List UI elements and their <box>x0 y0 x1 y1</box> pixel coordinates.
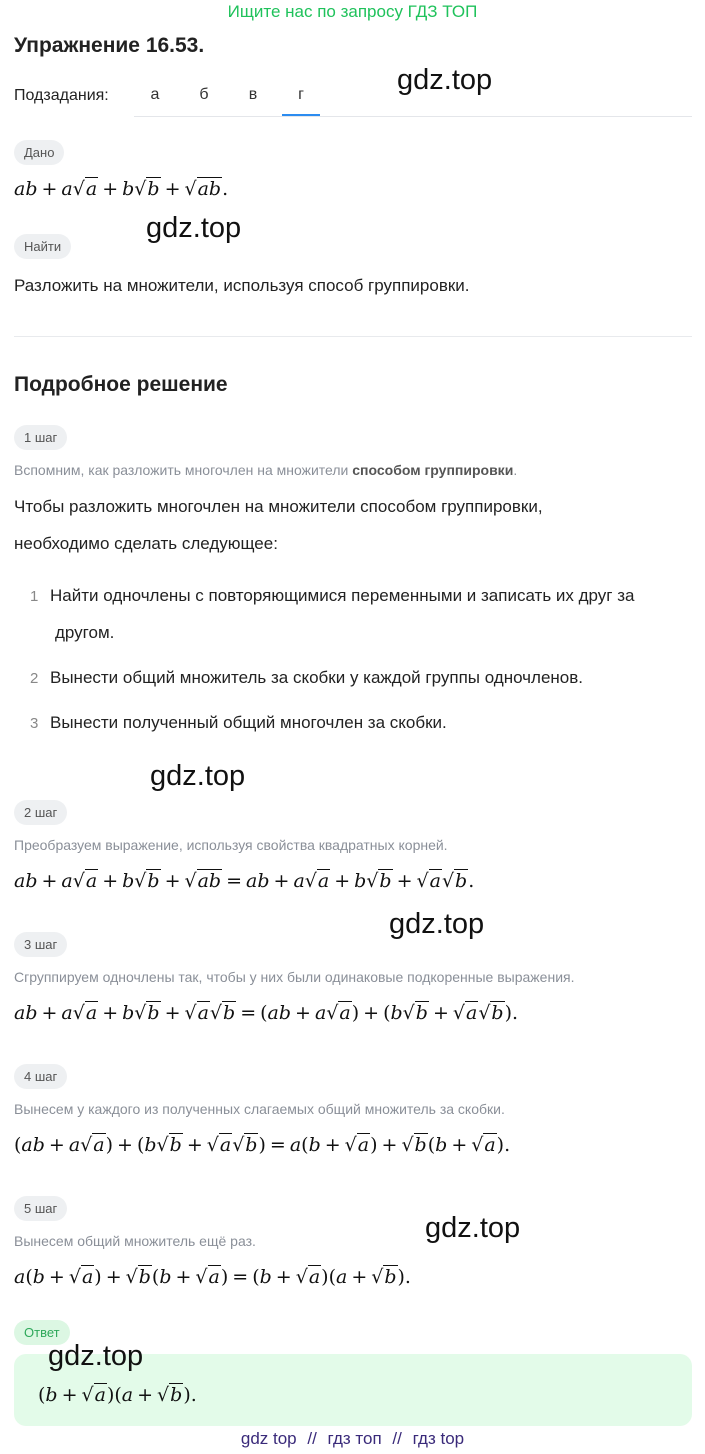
step-2-label: 2 шаг <box>14 800 67 825</box>
footer-separator: // <box>392 1429 402 1448</box>
step-1-text-line1: Чтобы разложить многочлен на множители способом группировки, <box>14 497 543 516</box>
watermark: gdz.top <box>397 64 493 96</box>
answer-formula: (b + √a)(a + √b). <box>38 1384 197 1406</box>
step-1-hint: Вспомним, как разложить многочлен на множители способом группировки. <box>14 462 518 478</box>
step-3-label: 3 шаг <box>14 932 67 957</box>
watermark: gdz.top <box>150 760 246 792</box>
step-1-label: 1 шаг <box>14 425 67 450</box>
list-item-continuation: другом. <box>55 623 115 642</box>
tab-a[interactable]: а <box>150 86 160 103</box>
tab-b[interactable]: б <box>199 86 209 103</box>
step-1-text-line2: необходимо сделать следующее: <box>14 534 278 553</box>
step-3-formula: ab + a√a + b√b + √a√b = (ab + a√a) + (b√b + √a√b). <box>14 1002 519 1024</box>
footer-link[interactable]: gdz top <box>240 1429 297 1448</box>
watermark: gdz.top <box>425 1212 521 1244</box>
footer-links <box>0 1429 705 1449</box>
watermark: gdz.top <box>389 908 485 940</box>
step-4-hint: Вынесем у каждого из полученных слагаемых общий множитель за скобки. <box>14 1101 505 1117</box>
divider <box>14 336 692 337</box>
page-title: Упражнение 16.53. <box>14 34 205 57</box>
list-item-number: 1 <box>30 588 39 605</box>
watermark: gdz.top <box>48 1340 144 1372</box>
step-4-label: 4 шаг <box>14 1064 67 1089</box>
list-item: Найти одночлены с повторяющимися переменными и записать их друг за <box>50 586 635 605</box>
step-4-formula: (ab + a√a) + (b√b + √a√b) = a(b + √a) + √b(b + √a). <box>14 1134 511 1156</box>
top-search-link[interactable]: Ищите нас по запросу ГДЗ ТОП <box>227 2 478 21</box>
tab-v[interactable]: в <box>248 86 258 103</box>
tab-g[interactable]: г <box>282 86 320 116</box>
list-item-number: 3 <box>30 715 39 732</box>
list-item-number: 2 <box>30 670 39 687</box>
step-5-label: 5 шаг <box>14 1196 67 1221</box>
watermark: gdz.top <box>146 212 242 244</box>
list-item: Вынести общий множитель за скобки у каждой группы одночленов. <box>50 668 584 687</box>
given-expression: ab + a√a + b√b + √ab. <box>14 178 229 200</box>
footer-link[interactable]: гдз топ <box>327 1429 382 1448</box>
list-item: Вынести полученный общий многочлен за скобки. <box>50 713 447 732</box>
footer-separator: // <box>307 1429 317 1448</box>
find-text: Разложить на множители, используя способ группировки. <box>14 276 470 295</box>
solution-title: Подробное решение <box>14 373 228 396</box>
step-3-hint: Сгруппируем одночлены так, чтобы у них были одинаковые подкоренные выражения. <box>14 969 575 985</box>
step-5-hint: Вынесем общий множитель ещё раз. <box>14 1233 256 1249</box>
find-label: Найти <box>14 234 71 259</box>
footer-link[interactable]: гдз top <box>412 1429 465 1448</box>
step-2-hint: Преобразуем выражение, используя свойства квадратных корней. <box>14 837 448 853</box>
subtasks-label: Подзадания: <box>14 87 109 104</box>
answer-label: Ответ <box>14 1320 70 1345</box>
step-5-formula: a(b + √a) + √b(b + √a) = (b + √a)(a + √b). <box>14 1266 411 1288</box>
step-2-formula: ab + a√a + b√b + √ab = ab + a√a + b√b + √a√b. <box>14 870 475 892</box>
given-label: Дано <box>14 140 64 165</box>
